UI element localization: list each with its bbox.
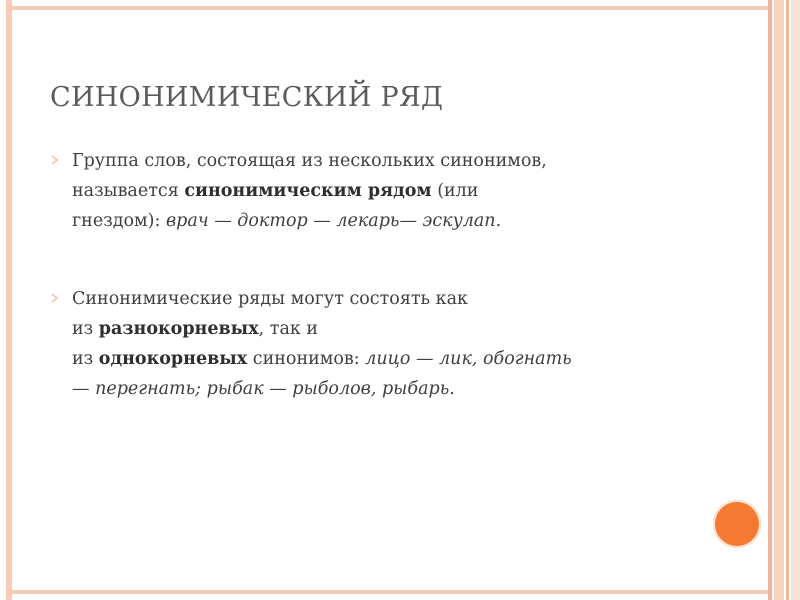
bullet-1-line-2: называется синонимическим рядом (или	[72, 181, 479, 201]
term-different-roots: разнокорневых	[98, 319, 259, 339]
bullet-2-line-2: из разнокорневых, так и	[72, 319, 319, 339]
example-words: лицо — лик, обогнать	[365, 349, 572, 369]
stripe	[786, 0, 789, 600]
stripe	[774, 0, 784, 600]
term-synonymic-row: синонимическим рядом	[184, 181, 432, 201]
bullet-1-line-3: гнездом): врач — доктор — лекарь— эскулап.	[72, 211, 502, 231]
bullet-arrow-icon	[50, 155, 60, 165]
bullet-paragraph-2	[72, 284, 712, 404]
term-same-root: однокорневых	[98, 349, 248, 369]
bullet-2-line-3: из однокорневых синонимов: лицо — лик, обогнать	[72, 349, 572, 369]
orange-circle-decoration	[713, 500, 761, 548]
stripe	[791, 0, 800, 600]
bullet-2-line-4: — перегнать; рыбак — рыболов, рыбарь.	[72, 379, 455, 399]
top-border-decoration	[6, 6, 768, 10]
right-stripes-decoration	[768, 0, 800, 600]
bullet-2-line-1: Синонимические ряды могут состоять как	[72, 289, 468, 309]
stripe	[768, 0, 772, 600]
example-words: врач — доктор — лекарь	[165, 211, 400, 231]
bullet-arrow-icon	[50, 293, 60, 303]
bullet-paragraph-1	[72, 146, 712, 236]
example-words: — перегнать; рыбак — рыболов, рыбарь	[72, 379, 450, 399]
left-border-decoration	[6, 0, 12, 600]
slide-title: СИНОНИМИЧЕСКИЙ РЯД	[50, 82, 444, 113]
example-word: эскулап	[422, 211, 496, 231]
bullet-1-line-1: Группа слов, состоящая из нескольких синонимов,	[72, 151, 547, 171]
bottom-border-decoration	[6, 590, 768, 594]
